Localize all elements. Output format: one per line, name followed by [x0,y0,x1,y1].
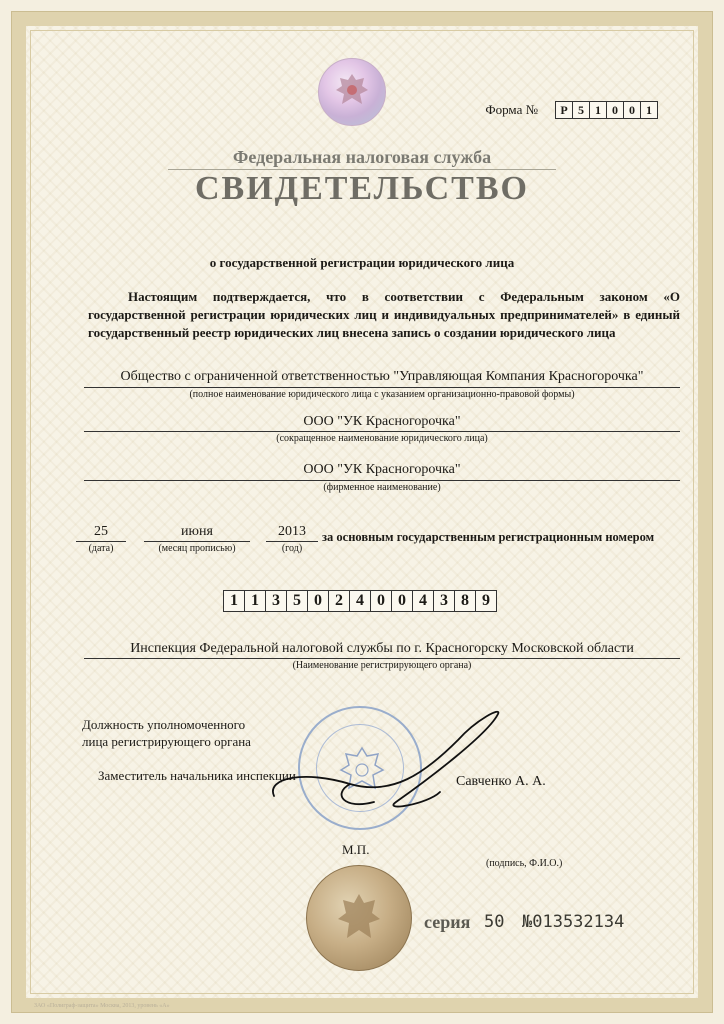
company-short-name-caption: (сокращенное наименование юридического лица) [276,433,488,444]
signer-name: Савченко А. А. [456,774,546,789]
registering-authority-caption: (Наименование регистрирующего органа) [292,660,472,671]
company-full-name-line [84,387,680,388]
date-month: июня [181,524,213,539]
company-firm-name: ООО "УК Красногорочка" [303,462,461,477]
page-subtitle: о государственной регистрации юридического лица [209,255,515,270]
registering-authority-line [84,658,680,659]
hologram-emblem [318,58,386,126]
digit-cell: 3 [433,590,455,612]
company-short-name-line [84,431,680,432]
company-short-name: ООО "УК Красногорочка" [303,414,461,429]
digit-cell: 0 [391,590,413,612]
serial-number: №013532134 [522,912,625,932]
digit-cell: 1 [589,101,607,119]
seal-eagle-icon [335,890,383,944]
company-firm-name-caption: (фирменное наименование) [323,482,441,493]
double-headed-eagle-icon [332,70,372,114]
digit-cell: 0 [623,101,641,119]
digit-cell: 0 [370,590,392,612]
ogrn-number [224,590,497,612]
digit-cell: 2 [328,590,350,612]
position-label-line2: лица регистрирующего органа [82,734,251,749]
digit-cell: 0 [606,101,624,119]
embossed-seal [306,865,412,971]
date-year-caption: (год) [281,543,303,554]
digit-cell: 3 [265,590,287,612]
series-number: 50 [484,912,505,932]
position-label-line1: Должность уполномоченного [82,717,246,732]
digit-cell: 5 [286,590,308,612]
date-day-line [76,541,126,542]
date-year: 2013 [278,524,306,539]
digit-cell: 1 [640,101,658,119]
date-day-caption: (дата) [88,543,114,554]
date-day: 25 [94,524,108,539]
registering-authority: Инспекция Федеральной налоговой службы по г. Красногорску Московской области [130,641,634,656]
digit-cell: 4 [349,590,371,612]
signature-caption: (подпись, Ф.И.О.) [486,858,563,869]
digit-cell: 1 [244,590,266,612]
statement-paragraph: Настоящим подтверждается, что в соответствии с Федеральным законом «О государственной регистрации юридических лиц и индивидуальных предпринимателей» в единый государственный реестр юридических лиц внесена запись о создании юридического лица [88,289,680,340]
digit-cell: 1 [223,590,245,612]
position-label [82,716,251,750]
digit-cell: 8 [454,590,476,612]
series-label: серия [424,912,471,932]
official-position: Заместитель начальника инспекции [98,768,296,783]
date-month-line [144,541,250,542]
company-firm-name-line [84,480,680,481]
company-full-name-caption: (полное наименование юридического лица с указанием организационно-правовой формы) [189,389,575,400]
digit-cell: 4 [412,590,434,612]
form-label: Форма № [485,102,538,117]
page-title: СВИДЕТЕЛЬСТВО [195,170,529,207]
digit-cell: 9 [475,590,497,612]
date-year-line [266,541,318,542]
digit-cell: 5 [572,101,590,119]
digit-cell: Р [555,101,573,119]
date-month-caption: (месяц прописью) [158,543,236,554]
mp-label: М.П. [342,842,370,857]
agency-name: Федеральная налоговая служба [232,147,492,167]
company-full-name: Общество с ограниченной ответственностью "Управляющая Компания Красногорочка" [120,369,644,384]
handwritten-signature [262,700,512,820]
form-number [556,101,658,119]
registration-number-label: за основным государственным регистрационным номером [322,530,655,544]
printer-note: ЗАО «Полиграф-защита» Москва, 2013, уровень «А» [34,1003,170,1009]
digit-cell: 0 [307,590,329,612]
